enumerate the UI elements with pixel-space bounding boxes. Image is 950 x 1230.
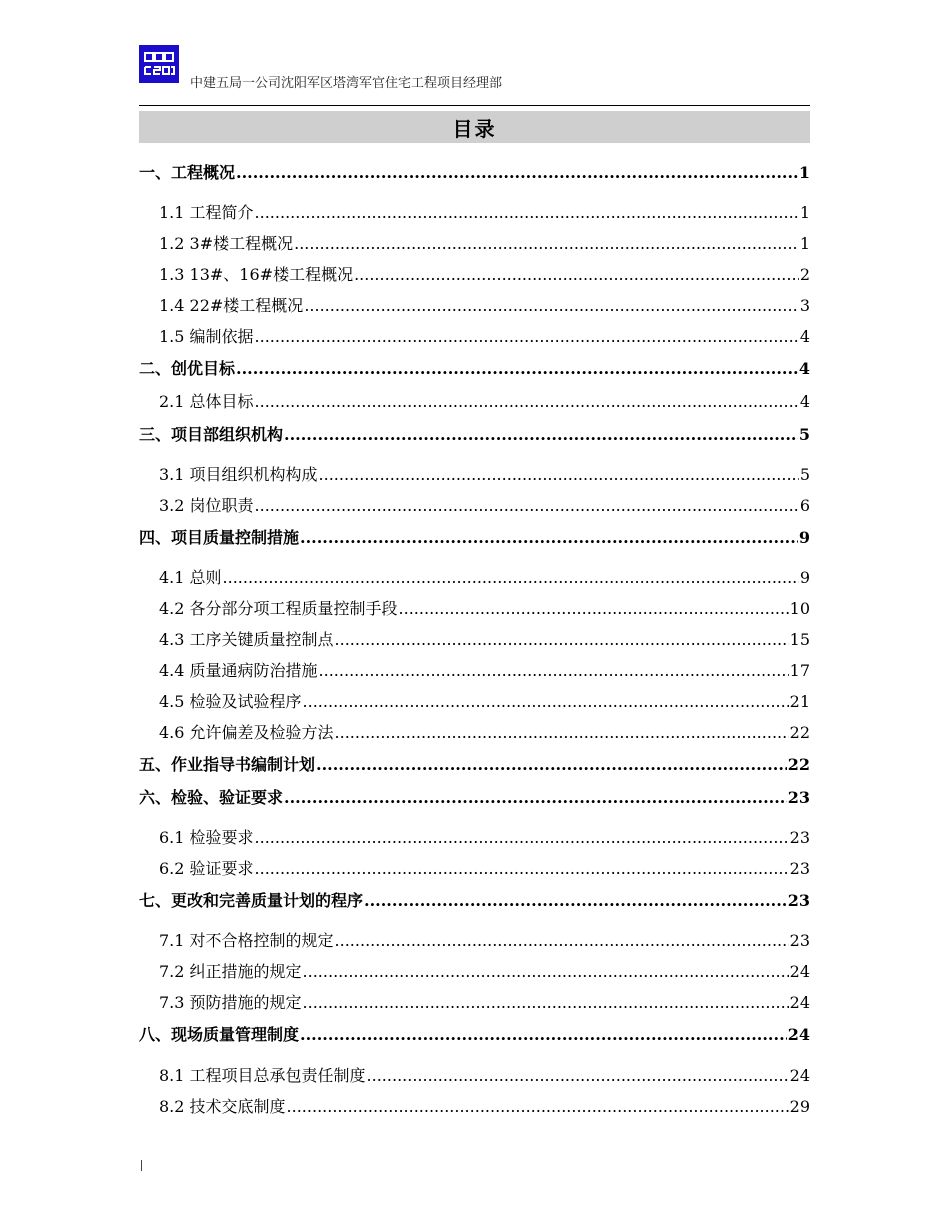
toc-dot-leader bbox=[300, 528, 798, 548]
toc-entry-page: 23 bbox=[789, 859, 810, 878]
toc-entry[interactable] bbox=[159, 859, 810, 879]
toc-entry-page: 17 bbox=[789, 661, 810, 680]
toc-entry-title: 7.1 对不合格控制的规定 bbox=[159, 931, 334, 950]
toc-entry-page: 24 bbox=[787, 1025, 810, 1044]
toc-dot-leader bbox=[236, 359, 798, 379]
toc-dot-leader bbox=[304, 296, 799, 316]
toc-entry-page: 23 bbox=[787, 788, 810, 807]
toc-entry[interactable] bbox=[159, 203, 810, 223]
toc-dot-leader bbox=[255, 828, 789, 848]
toc-entry-page: 23 bbox=[787, 891, 810, 910]
toc-entry-title: 八、现场质量管理制度 bbox=[139, 1025, 300, 1044]
toc-entry-title: 1.1 工程简介 bbox=[159, 203, 254, 222]
toc-entry-title: 1.4 22#楼工程概况 bbox=[159, 296, 304, 315]
toc-entry-page: 29 bbox=[789, 1097, 810, 1116]
toc-entry[interactable] bbox=[139, 163, 810, 183]
toc-entry[interactable] bbox=[139, 425, 810, 445]
toc-dot-leader bbox=[354, 265, 799, 285]
toc-entry[interactable] bbox=[159, 496, 810, 516]
toc-dot-leader bbox=[284, 788, 787, 808]
toc-entry[interactable] bbox=[139, 1025, 810, 1045]
toc-entry-page: 22 bbox=[789, 723, 810, 742]
toc-dot-leader bbox=[319, 661, 789, 681]
toc-dot-leader bbox=[255, 327, 799, 347]
toc-entry[interactable] bbox=[159, 931, 810, 951]
toc-entry-page: 23 bbox=[789, 931, 810, 950]
toc-entry[interactable] bbox=[159, 296, 810, 316]
toc-entry-title: 三、项目部组织机构 bbox=[139, 425, 284, 444]
toc-entry-page: 24 bbox=[789, 962, 810, 981]
toc-entry-page: 4 bbox=[798, 359, 810, 378]
toc-dot-leader bbox=[367, 1066, 789, 1086]
toc-entry-title: 7.2 纠正措施的规定 bbox=[159, 962, 302, 981]
toc-entry-title: 8.2 技术交底制度 bbox=[159, 1097, 286, 1116]
toc-entry-page: 9 bbox=[798, 528, 810, 547]
toc-entry-page: 24 bbox=[789, 1066, 810, 1085]
toc-entry[interactable] bbox=[159, 568, 810, 588]
toc-entry[interactable] bbox=[159, 265, 810, 285]
toc-entry-title: 7.3 预防措施的规定 bbox=[159, 993, 302, 1012]
toc-entry-title: 4.5 检验及试验程序 bbox=[159, 692, 302, 711]
toc-dot-leader bbox=[335, 723, 789, 743]
toc-entry-page: 15 bbox=[789, 630, 810, 649]
toc-entry-title: 4.3 工序关键质量控制点 bbox=[159, 630, 334, 649]
toc-dot-leader bbox=[335, 630, 789, 650]
header-company-name: 中建五局一公司沈阳军区塔湾军官住宅工程项目经理部 bbox=[190, 76, 503, 91]
toc-dot-leader bbox=[255, 392, 799, 412]
toc-entry-title: 一、工程概况 bbox=[139, 163, 236, 182]
toc-dot-leader bbox=[303, 993, 789, 1013]
toc-entry-page: 21 bbox=[789, 692, 810, 711]
toc-entry-title: 1.2 3#楼工程概况 bbox=[159, 234, 294, 253]
toc-dot-leader bbox=[236, 163, 798, 183]
toc-entry-page: 4 bbox=[799, 392, 810, 411]
toc-entry[interactable] bbox=[139, 755, 810, 775]
toc-entry[interactable] bbox=[159, 465, 810, 485]
toc-dot-leader bbox=[287, 1097, 789, 1117]
toc-title: 目录 bbox=[139, 111, 810, 143]
toc-entry[interactable] bbox=[139, 359, 810, 379]
toc-entry-page: 24 bbox=[789, 993, 810, 1012]
toc-dot-leader bbox=[300, 1025, 787, 1045]
toc-entry-page: 23 bbox=[789, 828, 810, 847]
page-footer-mark bbox=[141, 1160, 142, 1171]
toc-dot-leader bbox=[255, 203, 799, 223]
toc-entry-title: 4.1 总则 bbox=[159, 568, 222, 587]
toc-entry-title: 6.2 验证要求 bbox=[159, 859, 254, 878]
toc-entry-title: 3.2 岗位职责 bbox=[159, 496, 254, 515]
toc-entry-title: 4.6 允许偏差及检验方法 bbox=[159, 723, 334, 742]
toc-entry-page: 9 bbox=[799, 568, 810, 587]
toc-dot-leader bbox=[316, 755, 787, 775]
toc-dot-leader bbox=[364, 891, 787, 911]
toc-entry[interactable] bbox=[159, 599, 810, 619]
toc-entry-title: 四、项目质量控制措施 bbox=[139, 528, 300, 547]
toc-entry-page: 5 bbox=[798, 425, 810, 444]
toc-dot-leader bbox=[319, 465, 799, 485]
toc-entry-title: 1.3 13#、16#楼工程概况 bbox=[159, 265, 354, 284]
toc-entry-title: 4.2 各分部分项工程质量控制手段 bbox=[159, 599, 398, 618]
toc-dot-leader bbox=[335, 931, 789, 951]
toc-entry-page: 3 bbox=[799, 296, 810, 315]
toc-entry[interactable] bbox=[139, 788, 810, 808]
toc-entry-page: 4 bbox=[799, 327, 810, 346]
toc-entry-title: 8.1 工程项目总承包责任制度 bbox=[159, 1066, 366, 1085]
toc-entry-title: 二、创优目标 bbox=[139, 359, 236, 378]
toc-entry[interactable] bbox=[159, 327, 810, 347]
toc-entry-title: 6.1 检验要求 bbox=[159, 828, 254, 847]
toc-dot-leader bbox=[303, 692, 789, 712]
table-of-contents bbox=[139, 0, 810, 1230]
toc-entry-page: 22 bbox=[787, 755, 810, 774]
toc-entry[interactable] bbox=[159, 1066, 810, 1086]
toc-entry-title: 1.5 编制依据 bbox=[159, 327, 254, 346]
toc-entry-page: 1 bbox=[799, 203, 810, 222]
toc-entry[interactable] bbox=[159, 692, 810, 712]
toc-dot-leader bbox=[255, 859, 789, 879]
toc-entry[interactable] bbox=[159, 828, 810, 848]
toc-dot-leader bbox=[294, 234, 799, 254]
toc-entry-page: 1 bbox=[799, 234, 810, 253]
toc-dot-leader bbox=[284, 425, 798, 445]
toc-entry[interactable] bbox=[159, 661, 810, 681]
toc-entry[interactable] bbox=[159, 392, 810, 412]
toc-entry-page: 10 bbox=[789, 599, 810, 618]
toc-entry[interactable] bbox=[139, 528, 810, 548]
toc-entry-title: 六、检验、验证要求 bbox=[139, 788, 284, 807]
toc-dot-leader bbox=[223, 568, 799, 588]
toc-dot-leader bbox=[399, 599, 789, 619]
toc-entry-title: 2.1 总体目标 bbox=[159, 392, 254, 411]
toc-entry[interactable] bbox=[159, 1097, 810, 1117]
toc-entry-page: 5 bbox=[799, 465, 810, 484]
toc-entry-title: 4.4 质量通病防治措施 bbox=[159, 661, 318, 680]
toc-entry[interactable] bbox=[139, 891, 810, 911]
toc-entry[interactable] bbox=[159, 962, 810, 982]
toc-dot-leader bbox=[303, 962, 789, 982]
toc-entry-title: 3.1 项目组织机构构成 bbox=[159, 465, 318, 484]
toc-entry-title: 五、作业指导书编制计划 bbox=[139, 755, 316, 774]
toc-entry-title: 七、更改和完善质量计划的程序 bbox=[139, 891, 364, 910]
toc-entry[interactable] bbox=[159, 234, 810, 254]
toc-entry-page: 6 bbox=[799, 496, 810, 515]
toc-dot-leader bbox=[255, 496, 799, 516]
toc-entry-page: 1 bbox=[798, 163, 810, 182]
toc-entry[interactable] bbox=[159, 993, 810, 1013]
toc-entry-page: 2 bbox=[799, 265, 810, 284]
toc-entry[interactable] bbox=[159, 723, 810, 743]
toc-entry[interactable] bbox=[159, 630, 810, 650]
